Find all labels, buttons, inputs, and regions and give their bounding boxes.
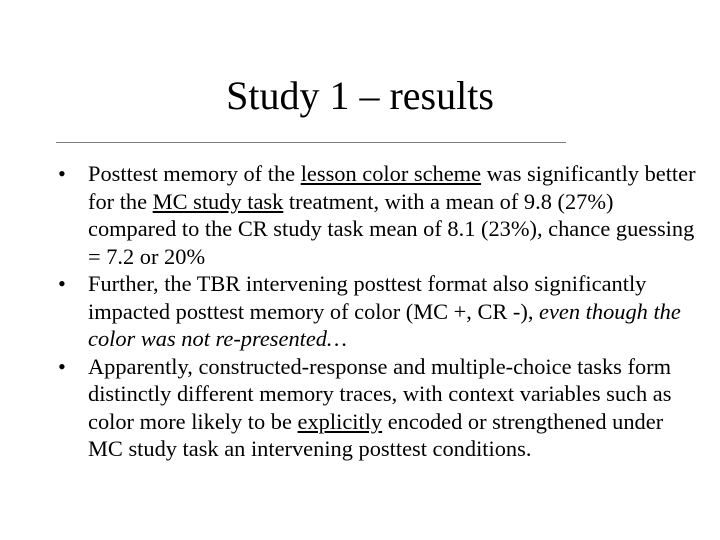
bullet-item-3 [58,353,698,463]
underlined-phrase: explicitly [297,408,383,434]
underlined-phrase: lesson color scheme [300,161,482,186]
title-divider [56,142,566,143]
bullet-text: Posttest memory of the [88,161,301,186]
italic-phrase: even though the color was not re-presented… [88,298,681,351]
underlined-phrase: MC study task [152,188,284,214]
bullet-text: Apparently, constructed-response and multiple-choice tasks form distinctly different memory traces, with context variables such as color more likely to be [88,353,672,434]
bullet-text: was significantly better for the [88,161,696,214]
bullet-marker: • [58,353,66,379]
bullet-text: Further, the TBR intervening posttest format also significantly impacted posttest memory of color (MC +, CR -), [88,271,647,324]
bullet-item-1 [58,160,698,270]
bullet-list [58,160,698,463]
bullet-text: encoded or strengthened under MC study task an intervening posttest conditions. [88,408,664,461]
bullet-marker: • [58,161,66,186]
bullet-item-2 [58,270,698,353]
bullet-marker: • [58,271,66,296]
bullet-text: treatment, with a mean of 9.8 (27%) compared to the CR study task mean of 8.1 (23%), chance guessing = 7.2 or 20% [88,188,695,269]
slide-title: Study 1 – results [226,73,494,118]
